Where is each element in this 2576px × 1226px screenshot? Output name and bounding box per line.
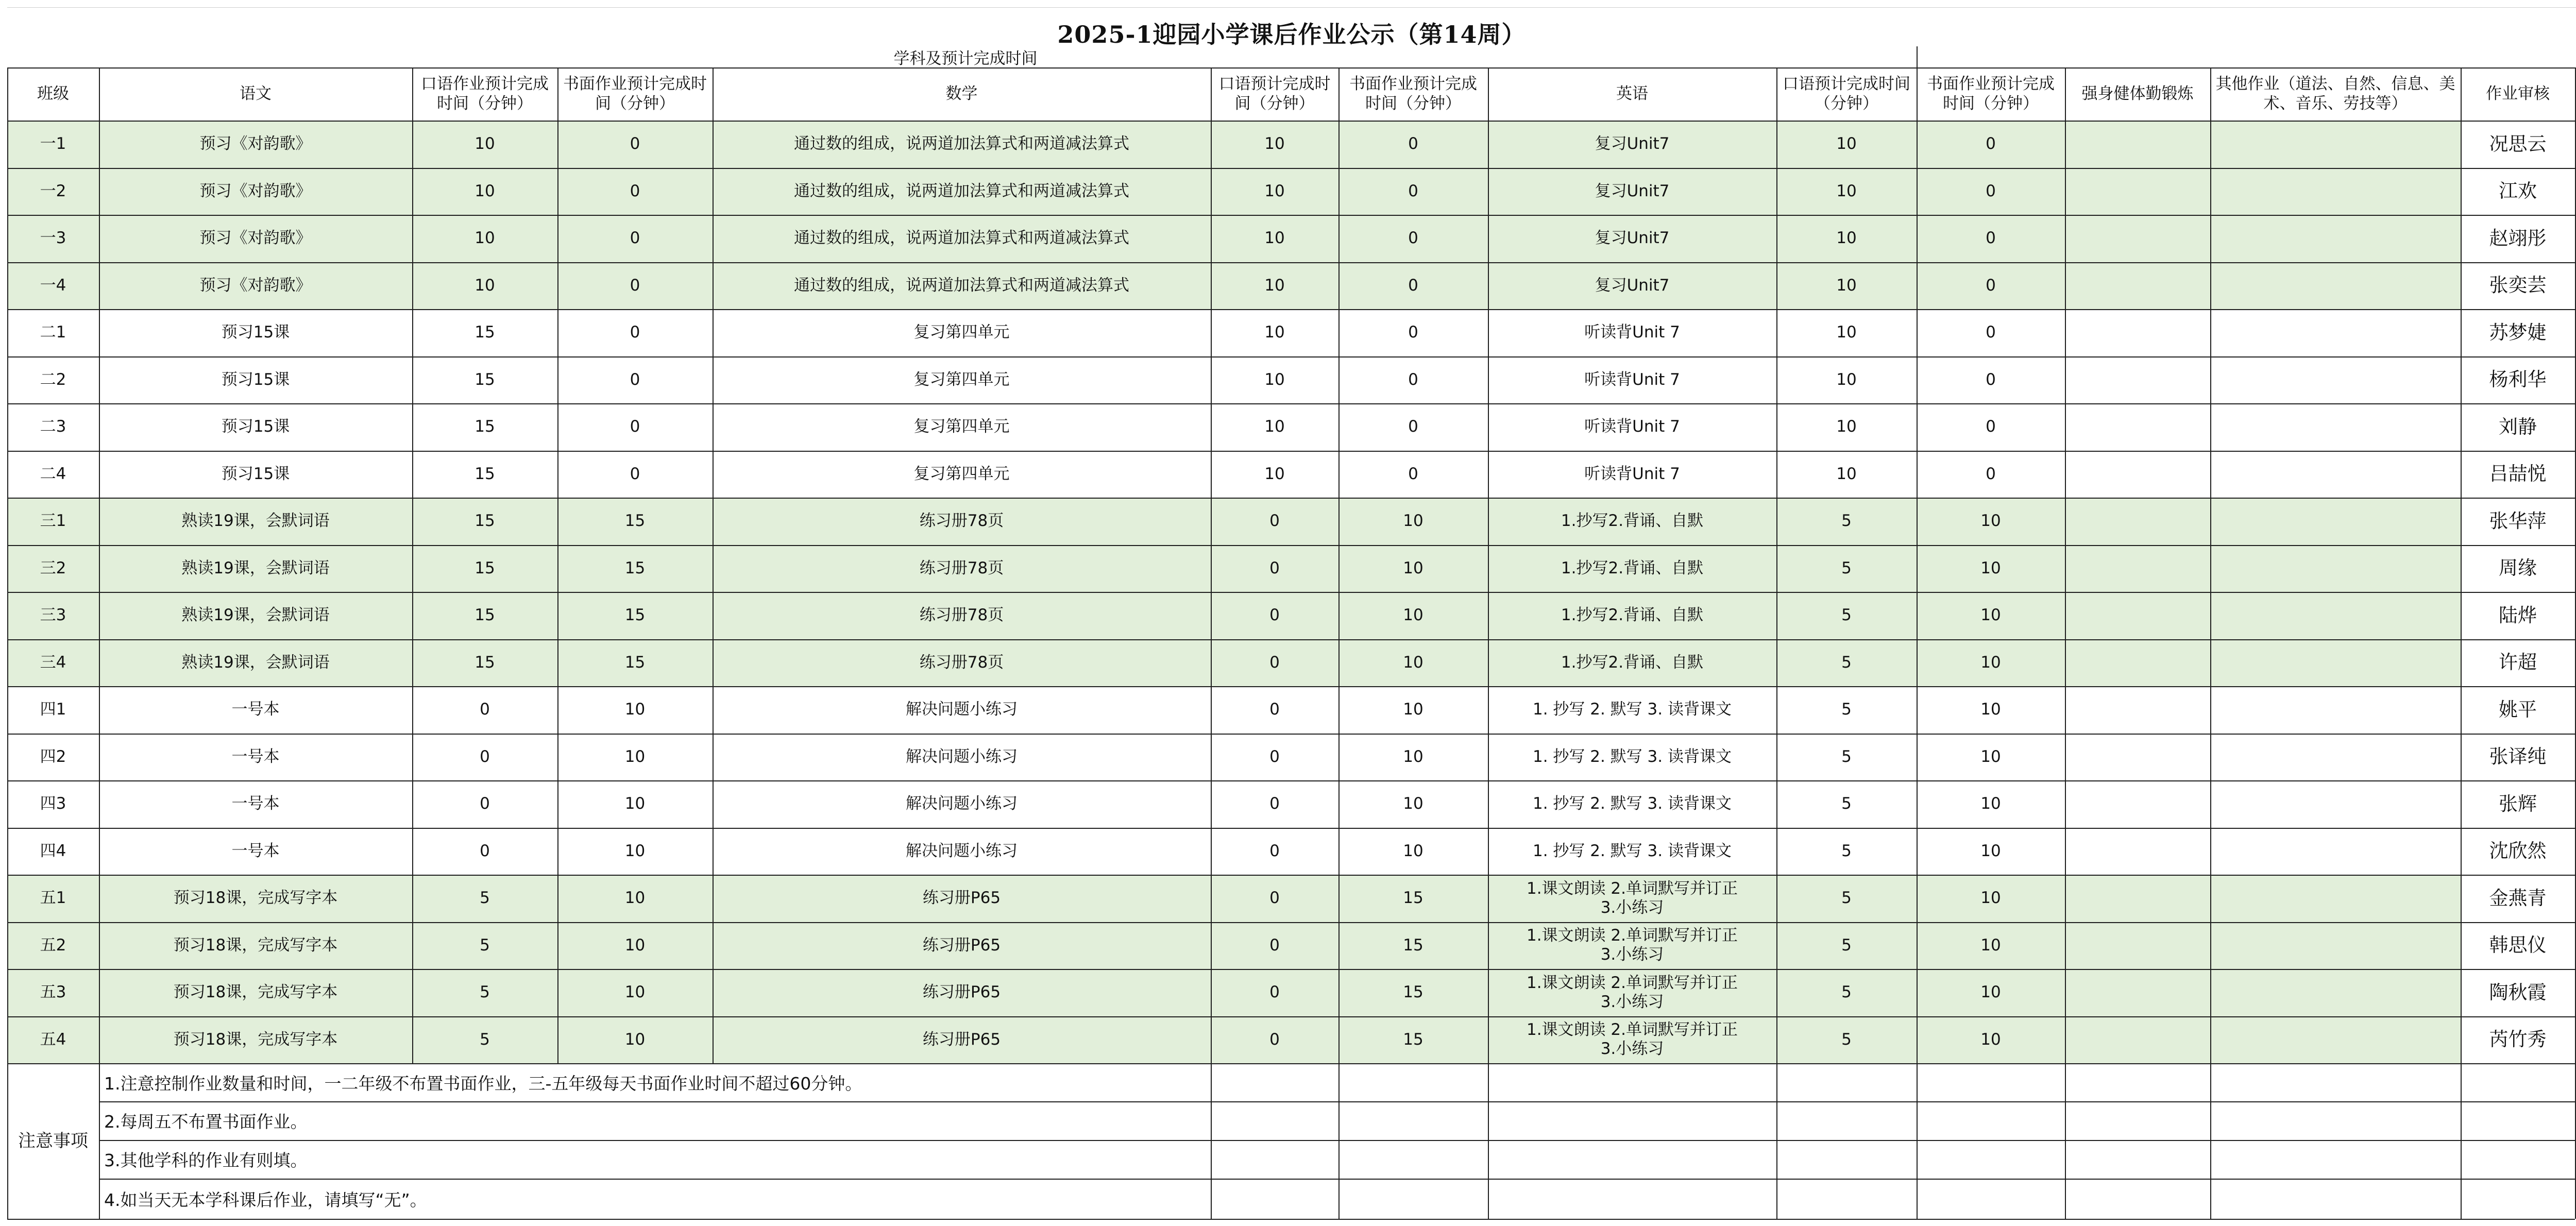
cell-english: 1.课文朗读 2.单词默写并订正 3.小练习 bbox=[1526, 879, 1738, 917]
cell-other-homework bbox=[2210, 356, 2461, 404]
cell-other-homework bbox=[2210, 215, 2461, 262]
cell-class: 二4 bbox=[40, 464, 66, 483]
cell-chinese-oral-minutes: 5 bbox=[480, 983, 490, 1002]
cell-class: 一4 bbox=[40, 276, 66, 295]
cell-chinese: 一号本 bbox=[231, 747, 280, 766]
cell-reviewer: 吕喆悦 bbox=[2489, 463, 2547, 485]
cell-math: 练习册P65 bbox=[922, 983, 1001, 1002]
cell-reviewer: 张译纯 bbox=[2489, 745, 2547, 768]
page-title: 2025-1迎园小学课后作业公示（第14周） bbox=[1057, 21, 1526, 48]
cell-math-written-minutes: 15 bbox=[1403, 935, 1423, 955]
cell-english-oral-minutes: 10 bbox=[1836, 323, 1857, 342]
cell-chinese-oral-minutes: 15 bbox=[474, 606, 495, 625]
cell-chinese: 预习15课 bbox=[221, 417, 290, 436]
cell-class: 二2 bbox=[40, 370, 66, 389]
cell-english-oral-minutes: 5 bbox=[1841, 794, 1852, 813]
cell-chinese-written-minutes: 15 bbox=[624, 606, 646, 625]
cell-exercise bbox=[2065, 356, 2210, 404]
cell-english-written-minutes: 0 bbox=[1986, 323, 1996, 342]
cell-chinese: 预习18课，完成写字本 bbox=[173, 889, 338, 908]
cell-math-oral-minutes: 10 bbox=[1264, 181, 1285, 200]
cell-chinese-oral-minutes: 10 bbox=[474, 276, 495, 295]
cell-english-written-minutes: 10 bbox=[1980, 983, 2001, 1002]
header-chinese-written-minutes: 书面作业预计完成时间（分钟） bbox=[563, 74, 707, 113]
cell-english-written-minutes: 10 bbox=[1980, 700, 2001, 719]
cell-english-written-minutes: 0 bbox=[1986, 229, 1996, 248]
cell-english: 1. 抄写 2. 默写 3. 读背课文 bbox=[1532, 747, 1732, 766]
cell-exercise bbox=[2065, 922, 2210, 969]
cell-other-homework bbox=[2210, 969, 2461, 1016]
cell-chinese-written-minutes: 0 bbox=[630, 181, 640, 200]
cell-english-written-minutes: 0 bbox=[1986, 417, 1996, 436]
cell-chinese-written-minutes: 10 bbox=[624, 841, 646, 860]
note-item: 2.每周五不布置书面作业。 bbox=[104, 1112, 308, 1132]
cell-other-homework bbox=[2210, 639, 2461, 687]
note-line bbox=[99, 1219, 2575, 1220]
cell-english: 1.抄写2.背诵、自默 bbox=[1561, 558, 1704, 577]
cell-english-oral-minutes: 10 bbox=[1836, 134, 1857, 154]
cell-english-written-minutes: 10 bbox=[1980, 747, 2001, 766]
cell-exercise bbox=[2065, 639, 2210, 687]
notes-label: 注意事项 bbox=[18, 1130, 88, 1151]
cell-math-oral-minutes: 10 bbox=[1264, 464, 1285, 483]
cell-math-oral-minutes: 0 bbox=[1269, 935, 1280, 955]
cell-exercise bbox=[2065, 403, 2210, 451]
cell-other-homework bbox=[2210, 780, 2461, 828]
cell-chinese-written-minutes: 15 bbox=[624, 512, 646, 531]
sheet-top-border bbox=[7, 7, 2576, 8]
cell-reviewer: 况思云 bbox=[2489, 132, 2547, 155]
cell-english: 听读背Unit 7 bbox=[1584, 417, 1680, 436]
cell-chinese-written-minutes: 10 bbox=[624, 794, 646, 813]
note-item: 1.注意控制作业数量和时间，一二年级不布置书面作业，三-五年级每天书面作业时间不超过60分钟。 bbox=[104, 1073, 862, 1094]
cell-chinese-written-minutes: 15 bbox=[624, 653, 646, 672]
cell-exercise bbox=[2065, 875, 2210, 922]
cell-math: 练习册78页 bbox=[919, 558, 1004, 577]
cell-math-oral-minutes: 0 bbox=[1269, 983, 1280, 1002]
note-item: 4.如当天无本学科课后作业，请填写“无”。 bbox=[104, 1189, 427, 1210]
cell-math: 解决问题小练习 bbox=[906, 747, 1018, 766]
cell-chinese-oral-minutes: 10 bbox=[474, 134, 495, 154]
cell-other-homework bbox=[2210, 403, 2461, 451]
cell-reviewer: 陶秋霞 bbox=[2489, 981, 2547, 1003]
cell-chinese-written-minutes: 0 bbox=[630, 134, 640, 154]
cell-math-oral-minutes: 10 bbox=[1264, 276, 1285, 295]
cell-other-homework bbox=[2210, 545, 2461, 592]
cell-other-homework bbox=[2210, 498, 2461, 545]
cell-class: 二1 bbox=[40, 323, 66, 342]
cell-math: 解决问题小练习 bbox=[906, 794, 1018, 813]
cell-english: 1.抄写2.背诵、自默 bbox=[1561, 606, 1704, 625]
cell-class: 三3 bbox=[40, 606, 66, 625]
header-english-written-minutes: 书面作业预计完成时间（分钟） bbox=[1927, 74, 2055, 113]
header-class: 班级 bbox=[37, 84, 69, 103]
cell-math-written-minutes: 10 bbox=[1403, 606, 1423, 625]
cell-english-written-minutes: 0 bbox=[1986, 134, 1996, 154]
cell-english-oral-minutes: 10 bbox=[1836, 229, 1857, 248]
cell-english: 听读背Unit 7 bbox=[1584, 370, 1680, 389]
cell-english-oral-minutes: 10 bbox=[1836, 464, 1857, 483]
cell-math-written-minutes: 0 bbox=[1408, 370, 1418, 389]
cell-english: 复习Unit7 bbox=[1595, 276, 1670, 295]
cell-reviewer: 金燕青 bbox=[2489, 887, 2547, 909]
cell-reviewer: 江欢 bbox=[2499, 180, 2537, 202]
cell-chinese-written-minutes: 0 bbox=[630, 276, 640, 295]
cell-english-oral-minutes: 5 bbox=[1841, 983, 1852, 1002]
cell-english: 听读背Unit 7 bbox=[1584, 464, 1680, 483]
cell-math: 练习册P65 bbox=[922, 1030, 1001, 1049]
cell-english: 1.课文朗读 2.单词默写并订正 3.小练习 bbox=[1526, 1020, 1738, 1059]
cell-reviewer: 张奕芸 bbox=[2489, 274, 2547, 297]
cell-english: 复习Unit7 bbox=[1595, 229, 1670, 248]
cell-chinese: 预习《对韵歌》 bbox=[199, 229, 312, 248]
cell-english-written-minutes: 0 bbox=[1986, 464, 1996, 483]
cell-class: 三1 bbox=[40, 512, 66, 531]
cell-reviewer: 芮竹秀 bbox=[2489, 1028, 2547, 1051]
cell-english: 复习Unit7 bbox=[1595, 134, 1670, 154]
cell-exercise bbox=[2065, 262, 2210, 310]
cell-math: 解决问题小练习 bbox=[906, 841, 1018, 860]
cell-chinese-oral-minutes: 0 bbox=[480, 747, 490, 766]
cell-english-written-minutes: 10 bbox=[1980, 794, 2001, 813]
cell-chinese: 一号本 bbox=[231, 794, 280, 813]
cell-exercise bbox=[2065, 498, 2210, 545]
subheader-divider bbox=[1917, 46, 1918, 67]
cell-chinese: 一号本 bbox=[231, 700, 280, 719]
cell-math: 练习册78页 bbox=[919, 653, 1004, 672]
cell-exercise bbox=[2065, 121, 2210, 168]
cell-class: 三2 bbox=[40, 558, 66, 577]
cell-english-oral-minutes: 10 bbox=[1836, 276, 1857, 295]
cell-chinese-oral-minutes: 15 bbox=[474, 464, 495, 483]
cell-chinese-written-minutes: 10 bbox=[624, 747, 646, 766]
cell-math: 解决问题小练习 bbox=[906, 700, 1018, 719]
cell-english-oral-minutes: 5 bbox=[1841, 841, 1852, 860]
cell-chinese-written-minutes: 0 bbox=[630, 229, 640, 248]
cell-exercise bbox=[2065, 545, 2210, 592]
header-math-oral-minutes: 口语预计完成时间（分钟） bbox=[1218, 74, 1331, 113]
cell-math-written-minutes: 10 bbox=[1403, 794, 1423, 813]
cell-other-homework bbox=[2210, 121, 2461, 168]
cell-reviewer: 周缘 bbox=[2499, 557, 2537, 580]
cell-english: 1. 抄写 2. 默写 3. 读背课文 bbox=[1532, 700, 1732, 719]
cell-reviewer: 苏梦婕 bbox=[2489, 321, 2547, 344]
cell-class: 三4 bbox=[40, 653, 66, 672]
cell-math-oral-minutes: 0 bbox=[1269, 512, 1280, 531]
cell-chinese-oral-minutes: 15 bbox=[474, 417, 495, 436]
cell-english-written-minutes: 10 bbox=[1980, 889, 2001, 908]
cell-english: 1.抄写2.背诵、自默 bbox=[1561, 512, 1704, 531]
cell-other-homework bbox=[2210, 592, 2461, 639]
header-english: 英语 bbox=[1616, 84, 1648, 103]
cell-math-written-minutes: 15 bbox=[1403, 1030, 1423, 1049]
cell-exercise bbox=[2065, 780, 2210, 828]
cell-math-written-minutes: 15 bbox=[1403, 889, 1423, 908]
cell-chinese-written-minutes: 0 bbox=[630, 417, 640, 436]
cell-chinese-written-minutes: 0 bbox=[630, 464, 640, 483]
cell-class: 五4 bbox=[40, 1030, 66, 1049]
cell-chinese: 预习《对韵歌》 bbox=[199, 181, 312, 200]
cell-reviewer: 张辉 bbox=[2499, 792, 2537, 815]
cell-chinese-oral-minutes: 15 bbox=[474, 653, 495, 672]
cell-reviewer: 张华萍 bbox=[2489, 509, 2547, 532]
cell-chinese: 预习15课 bbox=[221, 464, 290, 483]
cell-math-oral-minutes: 0 bbox=[1269, 606, 1280, 625]
cell-math-written-minutes: 10 bbox=[1403, 653, 1423, 672]
cell-exercise bbox=[2065, 969, 2210, 1016]
cell-reviewer: 许超 bbox=[2499, 651, 2537, 674]
cell-exercise bbox=[2065, 734, 2210, 781]
cell-other-homework bbox=[2210, 451, 2461, 498]
cell-class: 五3 bbox=[40, 983, 66, 1002]
cell-english-written-minutes: 10 bbox=[1980, 653, 2001, 672]
cell-math-oral-minutes: 0 bbox=[1269, 653, 1280, 672]
cell-math-oral-minutes: 0 bbox=[1269, 889, 1280, 908]
cell-chinese-written-minutes: 10 bbox=[624, 889, 646, 908]
cell-english-oral-minutes: 5 bbox=[1841, 700, 1852, 719]
cell-class: 一3 bbox=[40, 229, 66, 248]
cell-chinese-written-minutes: 0 bbox=[630, 370, 640, 389]
cell-math-written-minutes: 0 bbox=[1408, 417, 1418, 436]
cell-math: 练习册78页 bbox=[919, 606, 1004, 625]
cell-math: 练习册P65 bbox=[922, 889, 1001, 908]
cell-english: 1.课文朗读 2.单词默写并订正 3.小练习 bbox=[1526, 926, 1738, 964]
cell-chinese-oral-minutes: 15 bbox=[474, 558, 495, 577]
cell-english-written-minutes: 10 bbox=[1980, 1030, 2001, 1049]
cell-english-oral-minutes: 5 bbox=[1841, 1030, 1852, 1049]
cell-reviewer: 赵翊彤 bbox=[2489, 227, 2547, 249]
cell-chinese-oral-minutes: 10 bbox=[474, 181, 495, 200]
cell-math-written-minutes: 15 bbox=[1403, 983, 1423, 1002]
cell-class: 四1 bbox=[40, 700, 66, 719]
cell-math-written-minutes: 10 bbox=[1403, 512, 1423, 531]
subject-subheader: 学科及预计完成时间 bbox=[893, 49, 1038, 68]
header-other-homework: 其他作业（道法、自然、信息、美术、音乐、劳技等） bbox=[2215, 74, 2455, 113]
cell-english-oral-minutes: 10 bbox=[1836, 417, 1857, 436]
cell-class: 五2 bbox=[40, 935, 66, 955]
cell-english-oral-minutes: 10 bbox=[1836, 370, 1857, 389]
cell-math: 通过数的组成，说两道加法算式和两道减法算式 bbox=[794, 181, 1129, 200]
cell-math-written-minutes: 10 bbox=[1403, 841, 1423, 860]
cell-math: 练习册78页 bbox=[919, 512, 1004, 531]
cell-chinese-oral-minutes: 5 bbox=[480, 935, 490, 955]
cell-math-oral-minutes: 0 bbox=[1269, 794, 1280, 813]
cell-chinese: 熟读19课，会默词语 bbox=[181, 653, 330, 672]
cell-chinese-written-minutes: 10 bbox=[624, 935, 646, 955]
cell-chinese-oral-minutes: 0 bbox=[480, 794, 490, 813]
cell-chinese-oral-minutes: 5 bbox=[480, 1030, 490, 1049]
cell-math-written-minutes: 10 bbox=[1403, 558, 1423, 577]
cell-class: 二3 bbox=[40, 417, 66, 436]
cell-chinese: 预习15课 bbox=[221, 370, 290, 389]
cell-english-written-minutes: 0 bbox=[1986, 276, 1996, 295]
cell-english: 1. 抄写 2. 默写 3. 读背课文 bbox=[1532, 794, 1732, 813]
cell-exercise bbox=[2065, 215, 2210, 262]
cell-math-oral-minutes: 10 bbox=[1264, 370, 1285, 389]
header-reviewer: 作业审核 bbox=[2486, 84, 2550, 103]
cell-math-oral-minutes: 10 bbox=[1264, 134, 1285, 154]
cell-chinese: 一号本 bbox=[231, 841, 280, 860]
cell-english-oral-minutes: 5 bbox=[1841, 653, 1852, 672]
cell-math: 复习第四单元 bbox=[913, 323, 1010, 342]
cell-class: 四3 bbox=[40, 794, 66, 813]
cell-chinese-written-minutes: 10 bbox=[624, 1030, 646, 1049]
cell-math-oral-minutes: 10 bbox=[1264, 323, 1285, 342]
cell-reviewer: 陆烨 bbox=[2499, 604, 2537, 626]
cell-chinese: 预习18课，完成写字本 bbox=[173, 983, 338, 1002]
cell-math-written-minutes: 0 bbox=[1408, 323, 1418, 342]
cell-chinese-written-minutes: 10 bbox=[624, 983, 646, 1002]
cell-chinese-oral-minutes: 15 bbox=[474, 370, 495, 389]
cell-math: 通过数的组成，说两道加法算式和两道减法算式 bbox=[794, 276, 1129, 295]
cell-exercise bbox=[2065, 686, 2210, 734]
cell-english-oral-minutes: 5 bbox=[1841, 747, 1852, 766]
cell-class: 一2 bbox=[40, 181, 66, 200]
cell-math-oral-minutes: 0 bbox=[1269, 558, 1280, 577]
cell-chinese: 熟读19课，会默词语 bbox=[181, 606, 330, 625]
cell-math: 复习第四单元 bbox=[913, 417, 1010, 436]
cell-chinese: 预习《对韵歌》 bbox=[199, 276, 312, 295]
note-item: 3.其他学科的作业有则填。 bbox=[104, 1150, 308, 1170]
cell-chinese-written-minutes: 15 bbox=[624, 558, 646, 577]
cell-reviewer: 沈欣然 bbox=[2489, 840, 2547, 862]
cell-math-written-minutes: 0 bbox=[1408, 181, 1418, 200]
cell-other-homework bbox=[2210, 262, 2461, 310]
cell-math-oral-minutes: 10 bbox=[1264, 417, 1285, 436]
cell-english-oral-minutes: 5 bbox=[1841, 935, 1852, 955]
cell-english-oral-minutes: 5 bbox=[1841, 512, 1852, 531]
header-math-written-minutes: 书面作业预计完成时间（分钟） bbox=[1349, 74, 1477, 113]
cell-chinese-oral-minutes: 15 bbox=[474, 323, 495, 342]
header-exercise: 强身健体勤锻炼 bbox=[2081, 84, 2194, 103]
cell-math-oral-minutes: 10 bbox=[1264, 229, 1285, 248]
cell-math-written-minutes: 0 bbox=[1408, 276, 1418, 295]
cell-other-homework bbox=[2210, 1016, 2461, 1064]
cell-math-oral-minutes: 0 bbox=[1269, 1030, 1280, 1049]
cell-english-written-minutes: 10 bbox=[1980, 512, 2001, 531]
cell-exercise bbox=[2065, 592, 2210, 639]
cell-chinese: 预习18课，完成写字本 bbox=[173, 1030, 338, 1049]
cell-english-written-minutes: 10 bbox=[1980, 606, 2001, 625]
cell-english-written-minutes: 0 bbox=[1986, 370, 1996, 389]
cell-exercise bbox=[2065, 828, 2210, 875]
cell-chinese-written-minutes: 10 bbox=[624, 700, 646, 719]
cell-exercise bbox=[2065, 451, 2210, 498]
header-english-oral-minutes: 口语预计完成时间（分钟） bbox=[1783, 74, 1910, 113]
cell-class: 五1 bbox=[40, 889, 66, 908]
cell-reviewer: 刘静 bbox=[2499, 415, 2537, 438]
cell-english-written-minutes: 10 bbox=[1980, 841, 2001, 860]
cell-math: 通过数的组成，说两道加法算式和两道减法算式 bbox=[794, 229, 1129, 248]
cell-other-homework bbox=[2210, 168, 2461, 215]
cell-english-written-minutes: 0 bbox=[1986, 181, 1996, 200]
cell-reviewer: 杨利华 bbox=[2489, 368, 2547, 391]
cell-english: 复习Unit7 bbox=[1595, 181, 1670, 200]
header-chinese: 语文 bbox=[240, 84, 272, 103]
cell-math: 复习第四单元 bbox=[913, 370, 1010, 389]
cell-math: 复习第四单元 bbox=[913, 464, 1010, 483]
notes-bottom-line bbox=[7, 1219, 99, 1220]
header-math: 数学 bbox=[945, 84, 978, 103]
cell-reviewer: 韩思仪 bbox=[2489, 934, 2547, 957]
cell-chinese-written-minutes: 0 bbox=[630, 323, 640, 342]
cell-english: 1.课文朗读 2.单词默写并订正 3.小练习 bbox=[1526, 973, 1738, 1011]
cell-english: 1.抄写2.背诵、自默 bbox=[1561, 653, 1704, 672]
cell-chinese: 预习18课，完成写字本 bbox=[173, 935, 338, 955]
cell-math-written-minutes: 0 bbox=[1408, 464, 1418, 483]
cell-math-oral-minutes: 0 bbox=[1269, 700, 1280, 719]
cell-chinese: 熟读19课，会默词语 bbox=[181, 512, 330, 531]
cell-math-oral-minutes: 0 bbox=[1269, 747, 1280, 766]
header-chinese-oral-minutes: 口语作业预计完成时间（分钟） bbox=[421, 74, 549, 113]
cell-english-oral-minutes: 10 bbox=[1836, 181, 1857, 200]
cell-class: 四4 bbox=[40, 841, 66, 860]
cell-english-oral-minutes: 5 bbox=[1841, 606, 1852, 625]
cell-other-homework bbox=[2210, 828, 2461, 875]
cell-english-written-minutes: 10 bbox=[1980, 558, 2001, 577]
cell-class: 一1 bbox=[40, 134, 66, 154]
cell-reviewer: 姚平 bbox=[2499, 698, 2537, 721]
cell-math-written-minutes: 0 bbox=[1408, 134, 1418, 154]
cell-chinese-oral-minutes: 15 bbox=[474, 512, 495, 531]
cell-english-oral-minutes: 5 bbox=[1841, 889, 1852, 908]
cell-math: 通过数的组成，说两道加法算式和两道减法算式 bbox=[794, 134, 1129, 154]
cell-other-homework bbox=[2210, 875, 2461, 922]
cell-chinese: 预习《对韵歌》 bbox=[199, 134, 312, 154]
cell-other-homework bbox=[2210, 309, 2461, 356]
cell-chinese: 预习15课 bbox=[221, 323, 290, 342]
cell-other-homework bbox=[2210, 734, 2461, 781]
cell-english: 1. 抄写 2. 默写 3. 读背课文 bbox=[1532, 841, 1732, 860]
cell-english-oral-minutes: 5 bbox=[1841, 558, 1852, 577]
cell-class: 四2 bbox=[40, 747, 66, 766]
cell-math-written-minutes: 10 bbox=[1403, 700, 1423, 719]
cell-chinese-oral-minutes: 10 bbox=[474, 229, 495, 248]
cell-chinese-oral-minutes: 5 bbox=[480, 889, 490, 908]
cell-other-homework bbox=[2210, 686, 2461, 734]
cell-exercise bbox=[2065, 1016, 2210, 1064]
cell-exercise bbox=[2065, 168, 2210, 215]
cell-math: 练习册P65 bbox=[922, 935, 1001, 955]
cell-chinese-oral-minutes: 0 bbox=[480, 841, 490, 860]
cell-math-written-minutes: 0 bbox=[1408, 229, 1418, 248]
cell-other-homework bbox=[2210, 922, 2461, 969]
cell-english-written-minutes: 10 bbox=[1980, 935, 2001, 955]
cell-math-oral-minutes: 0 bbox=[1269, 841, 1280, 860]
cell-chinese: 熟读19课，会默词语 bbox=[181, 558, 330, 577]
cell-exercise bbox=[2065, 309, 2210, 356]
cell-english: 听读背Unit 7 bbox=[1584, 323, 1680, 342]
cell-math-written-minutes: 10 bbox=[1403, 747, 1423, 766]
cell-chinese-oral-minutes: 0 bbox=[480, 700, 490, 719]
